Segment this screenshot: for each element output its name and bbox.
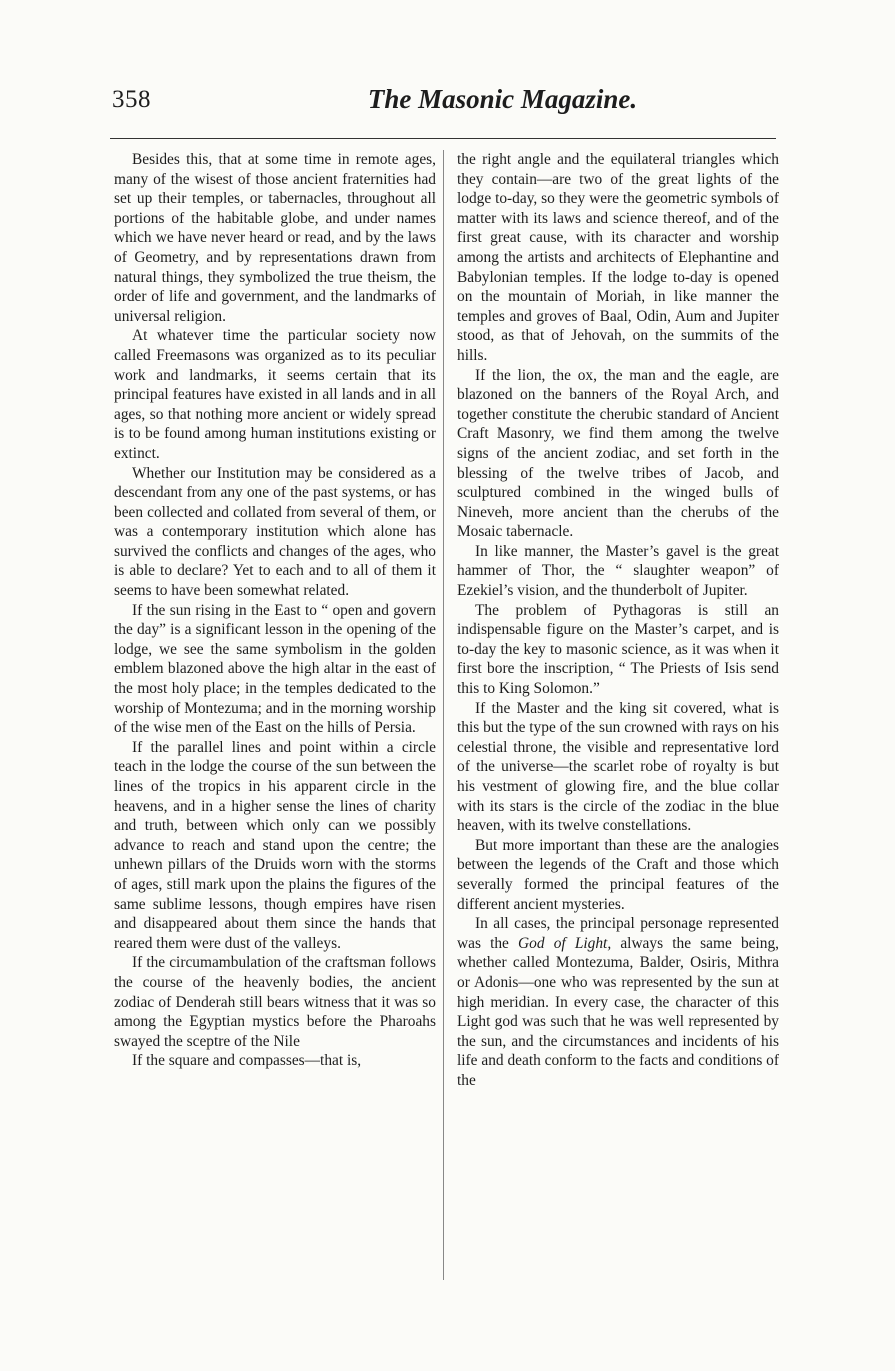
left-column — [114, 150, 436, 1071]
paragraph: Besides this, that at some time in remote ages, many of the wisest of those ancient fraternities had set up their temples, or tabernacles, throughout all portions of the habitable globe, and under names which we have never heard or read, and by the laws of Geometry, and by representations drawn from natural things, they symbolized the true theism, the order of life and government, and the landmarks of universal religion. — [114, 151, 436, 325]
right-column — [457, 150, 779, 1091]
paragraph: If the circumambulation of the craftsman follows the course of the heavenly bodies, the ancient zodiac of Denderah still bears witness that it was so among the Egyptian mystics before the Pharoahs swayed the sceptre of the Nile — [114, 954, 436, 1050]
header-rule — [110, 138, 776, 139]
emphasis-god-of-light: God of Light, — [518, 934, 612, 952]
text-run: In all cases, the principal personage represented was the — [457, 915, 779, 952]
running-head-title: The Masonic Magazine. — [367, 84, 638, 114]
column-divider — [443, 150, 444, 1280]
page-number: 358 — [112, 86, 151, 113]
paragraph: If the lion, the ox, the man and the eagle, are blazoned on the banners of the Royal Arch, and together constitute the cherubic standard of Ancient Craft Masonry, we find them among the twelve signs of the ancient zodiac, and set forth in the blessing of the twelve tribes of Jacob, and sculptured combined in the winged bulls of Nineveh, more ancient than the cherubs of the Mosaic tabernacle. — [457, 366, 779, 541]
paragraph: If the square and compasses—that is, — [132, 1052, 362, 1070]
paragraph: In like manner, the Master’s gavel is the great hammer of Thor, the “ slaughter weapon” of Ezekiel’s vision, and the thunderbolt of Jupiter. — [457, 542, 779, 600]
paragraph: If the sun rising in the East to “ open and govern the day” is a significant lesson in the opening of the lodge, we see the same symbolism in the golden emblem blazoned above the high altar in the east of the most holy place; in the temples dedicated to the worship of Montezuma; and in the morning worship of the wise men of the East on the hills of Persia. — [114, 601, 436, 737]
paragraph-continued: the right angle and the equilateral triangles which they contain—are two of the great lights of the lodge to-day, so they were the geometric symbols of matter with its laws and science thereof, and of the first great cause, with its character and worship among the artists and architects of Elephantine and Babylonian temples. If the lodge to-day is opened on the mountain of Moriah, in like manner the temples and groves of Baal, Odin, Aum and Jupiter stood, as that of Jehovah, on the summits of the hills. — [457, 151, 779, 364]
paragraph: Whether our Institution may be considered as a descendant from any one of the past systems, or has been collected and collated from several of them, or was a contemporary institution which alone has survived the conflicts and changes of the ages, who is able to declare? Yet to each and to all of them it seems to have been somewhat related. — [114, 464, 436, 600]
paragraph — [457, 914, 779, 1090]
paragraph: If the Master and the king sit covered, what is this but the type of the sun crowned with rays on his celestial throne, the visible and representative lord of the universe—the scarlet robe of royalty is but his vestment of glowing fire, and the blue collar with its stars is the circle of the zodiac in the blue heaven, with its twelve constellations. — [457, 699, 779, 835]
paragraph: If the parallel lines and point within a circle teach in the lodge the course of the sun between the lines of the tropics in his apparent circle in the heavens, and in a higher sense the lines of charity and truth, between which only can we possibly advance to reach and stand upon the centre; the unhewn pillars of the Druids worn with the storms of ages, still mark upon the plains the figures of the same sublime lessons, though empires have risen and disappeared about them since the hands that reared them were dust of the valleys. — [114, 738, 436, 952]
text-run: always the same being, whether called Montezuma, Balder, Osiris, Mithra or Adonis—one who was represented by the sun at high meridian. In every case, the character of this Light god was such that he was well represented by the sun, and the circumstances and incidents of his life and death conform to the facts and conditions of the — [457, 934, 779, 1089]
paragraph: At whatever time the particular society now called Freemasons was organized as to its peculiar work and landmarks, it seems certain that its principal features have existed in all lands and in all ages, so that nothing more ancient or widely spread is to be found among human institutions existing or extinct. — [114, 327, 436, 462]
paragraph: But more important than these are the analogies between the legends of the Craft and those which severally formed the principal features of the different ancient mysteries. — [457, 836, 779, 913]
paragraph: The problem of Pythagoras is still an indispensable figure on the Master’s carpet, and is to-day the key to masonic science, as it was when it first bore the inscription, “ The Priests of Isis send this to King Solomon.” — [457, 601, 779, 698]
